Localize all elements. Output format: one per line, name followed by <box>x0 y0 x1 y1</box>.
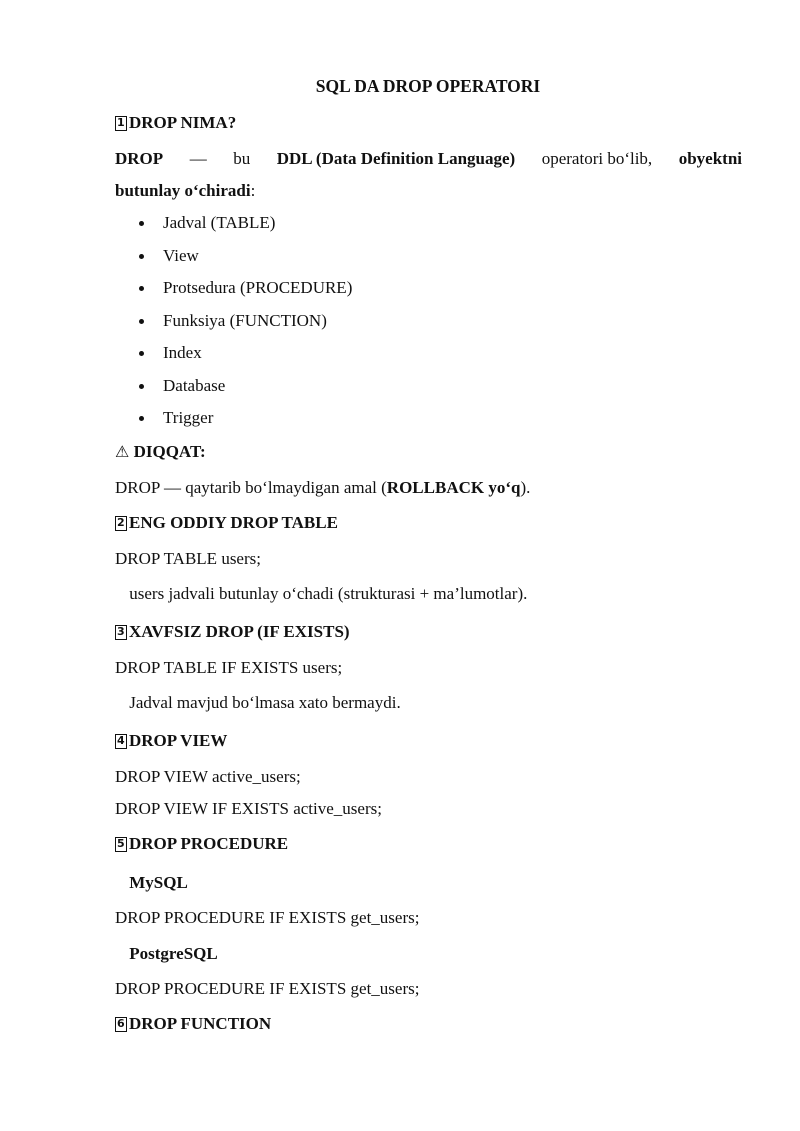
number-box-icon: 1 <box>115 116 127 131</box>
warning-text <box>115 478 530 498</box>
word-bu: bu <box>233 149 251 168</box>
postgresql-label-row <box>115 944 218 964</box>
section-1-heading <box>115 113 236 133</box>
list-item: Index <box>115 337 352 370</box>
number-box-icon: 6 <box>115 1017 127 1032</box>
section-2-note <box>115 584 527 604</box>
term-ddl: DDL (Data Definition Language) <box>276 149 516 168</box>
warning-label: DIQQAT: <box>133 442 206 461</box>
code-drop-procedure-postgresql: DROP PROCEDURE IF EXISTS get_users; <box>115 979 420 998</box>
code-drop-table-if-exists: DROP TABLE IF EXISTS users; <box>115 658 343 677</box>
section-6-title: DROP FUNCTION <box>129 1014 272 1033</box>
warning-heading <box>115 442 206 462</box>
number-box-icon: 2 <box>115 516 127 531</box>
term-drop: DROP <box>115 149 164 168</box>
number-box-icon: 3 <box>115 625 127 640</box>
section-2-heading <box>115 513 338 533</box>
word-operatori: operatori bo‘lib, <box>541 149 653 168</box>
list-item: Funksiya (FUNCTION) <box>115 305 352 338</box>
list-item: Database <box>115 370 352 403</box>
mysql-label-row <box>115 873 188 893</box>
warning-icon: ⚠ <box>115 442 130 461</box>
section-3-note-text: Jadval mavjud bo‘lmasa xato bermaydi. <box>129 693 401 712</box>
word-obyektni: obyektni <box>678 149 742 168</box>
section-4-heading <box>115 731 227 751</box>
list-item: View <box>115 240 352 273</box>
number-box-icon: 4 <box>115 734 127 749</box>
code-drop-view: DROP VIEW active_users; <box>115 767 301 786</box>
code-drop-view-if-exists: DROP VIEW IF EXISTS active_users; <box>115 799 382 818</box>
section-6-heading <box>115 1014 271 1034</box>
code-drop-table: DROP TABLE users; <box>115 549 261 568</box>
section-3-note <box>115 693 401 713</box>
section-4-title: DROP VIEW <box>129 731 228 750</box>
list-item: Trigger <box>115 402 352 435</box>
warning-text-post: ). <box>520 478 531 497</box>
list-item: Jadval (TABLE) <box>115 207 352 240</box>
section-1-title: DROP NIMA? <box>129 113 237 132</box>
term-butunlay: butunlay o‘chiradi <box>115 181 251 200</box>
warning-text-pre: DROP — qaytarib bo‘lmaydigan amal ( <box>115 478 387 497</box>
section-5-heading <box>115 834 288 854</box>
code-drop-procedure-mysql: DROP PROCEDURE IF EXISTS get_users; <box>115 908 420 927</box>
section-3-title: XAVFSIZ DROP (IF EXISTS) <box>129 622 350 641</box>
section-2-note-text: users jadvali butunlay o‘chadi (strukturasi + ma’lumotlar). <box>129 584 528 603</box>
mysql-label: MySQL <box>129 873 188 892</box>
number-box-icon: 5 <box>115 837 127 852</box>
page-title: SQL DA DROP OPERATORI <box>315 76 541 96</box>
object-list <box>115 207 352 435</box>
colon: : <box>250 181 256 200</box>
section-3-heading <box>115 622 350 642</box>
drop-definition-paragraph <box>115 143 742 207</box>
em-dash: — <box>189 149 207 168</box>
section-2-title: ENG ODDIY DROP TABLE <box>129 513 338 532</box>
list-item: Protsedura (PROCEDURE) <box>115 272 352 305</box>
postgresql-label: PostgreSQL <box>129 944 218 963</box>
section-5-title: DROP PROCEDURE <box>129 834 289 853</box>
rollback-note: ROLLBACK yo‘q <box>386 478 521 497</box>
